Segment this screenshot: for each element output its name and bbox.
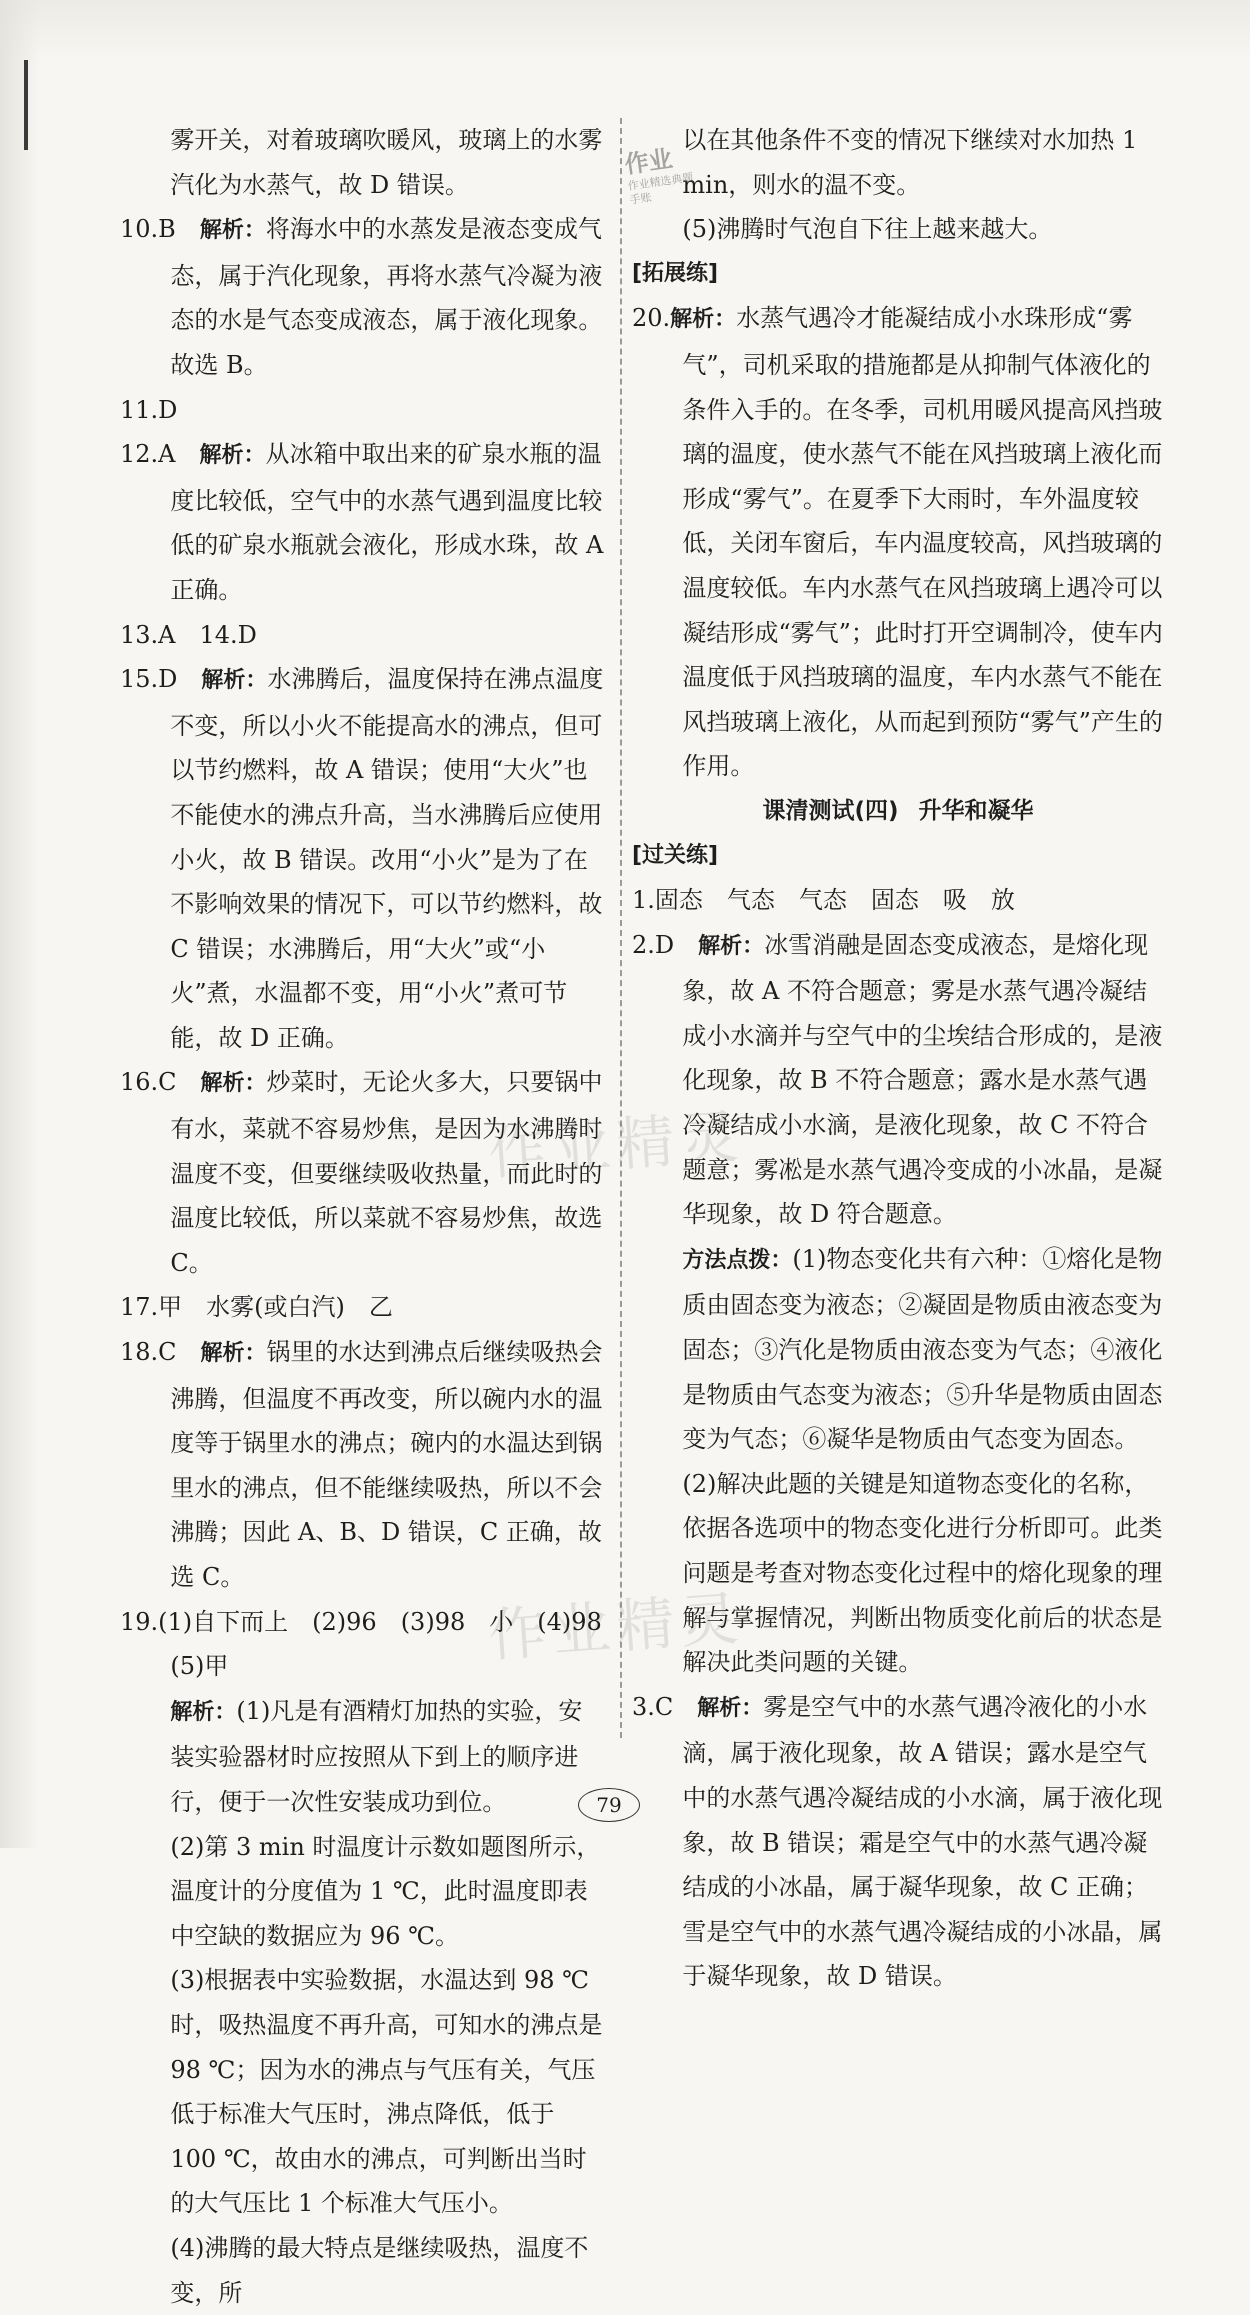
section-extension: [拓展练] xyxy=(632,260,719,286)
lesson-title: 课清测试(四) 升华和凝华 xyxy=(762,797,1034,824)
page-gutter-shade xyxy=(0,0,40,1848)
right-column xyxy=(632,118,1164,1999)
answer-18: 18.C 解析：锅里的水达到沸点后继续吸热会沸腾，但温度不再改变，所以碗内水的温度等于锅里水的沸点；碗内的水温达到锅里水的沸点，但不能继续吸热，所以不会沸腾；因此 A、B、D 错误，C 正确，故选 C。 xyxy=(120,1338,603,1591)
section-pass: [过关练] xyxy=(632,842,719,868)
answer-19-analysis-1: 解析：(1)凡是有酒精灯加热的实验，安装实验器材时应按照从下到上的顺序进行，便于一次性安装成功到位。 xyxy=(170,1696,583,1816)
page-top-shade xyxy=(0,0,1250,60)
binding-mark xyxy=(24,60,28,150)
answer-continuation: 雾开关，对着玻璃吹暖风，玻璃上的水雾汽化为水蒸气，故 D 错误。 xyxy=(170,126,603,199)
answer-19-part5: (5)甲 xyxy=(170,1652,229,1681)
answer-19-part5-analysis: (5)沸腾时气泡自下往上越来越大。 xyxy=(682,215,1053,244)
answer-20: 20.解析：水蒸气遇冷才能凝结成小水珠形成“雾气”，司机采取的措施都是从抑制气体液化的条件入手的。在冬季，司机用暖风提高风挡玻璃的温度，使水蒸气不能在风挡玻璃上液化而形成“雾气”。在夏季下大雨时，车外温度较低，关闭车窗后，车内温度较高，风挡玻璃的温度较低。车内水蒸气在风挡玻璃上遇冷可以凝结形成“雾气”；此时打开空调制冷，使车内温度低于风挡玻璃的温度，车内水蒸气不能在风挡玻璃上液化，从而起到预防“雾气”产生的作用。 xyxy=(632,304,1163,781)
answer-12: 12.A 解析：从冰箱中取出来的矿泉水瓶的温度比较低，空气中的水蒸气遇到温度比较低的矿泉水瓶就会液化，形成水珠，故 A 正确。 xyxy=(120,440,604,604)
answer-1: 1.固态 气态 气态 固态 吸 放 xyxy=(632,886,1015,915)
answer-19: 19.(1)自下而上 (2)96 (3)98 小 (4)98 xyxy=(120,1607,602,1636)
answer-19-continuation: 以在其他条件不变的情况下继续对水加热 1 min，则水的温不变。 xyxy=(682,126,1138,199)
watermark: 作业精灵 xyxy=(486,1584,747,1670)
answer-19-analysis-4: (4)沸腾的最大特点是继续吸热，温度不变，所 xyxy=(170,2233,589,2307)
answer-16: 16.C 解析：炒菜时，无论火多大，只要锅中有水，菜就不容易炒焦，是因为水沸腾时温度不变，但要继续吸收热量，而此时的温度比较低，所以菜就不容易炒焦，故选 C。 xyxy=(120,1068,603,1277)
answer-13-14: 13.A 14.D xyxy=(120,620,257,649)
answer-19-analysis-3: (3)根据表中实验数据，水温达到 98 ℃时，吸热温度不再升高，可知水的沸点是 98 ℃；因为水的沸点与气压有关，气压低于标准大气压时，沸点降低，低于 100 ℃，故由水的沸点，可判断出当时的大气压比 1 个标准大气压小。 xyxy=(170,1966,603,2218)
page-number: 79 xyxy=(578,1788,640,1822)
answer-17: 17.甲 水雾(或白汽) 乙 xyxy=(120,1293,393,1322)
watermark: 作业精灵 xyxy=(486,1102,747,1188)
method-tip: 方法点拨：(1)物态变化共有六种：①熔化是物质由固态变为液态；②凝固是物质由液态变为固态；③汽化是物质由液态变为气态；④液化是物质由气态变为液态；⑤升华是物质由固态变为气态；⑥凝华是物质由气态变为固态。(2)解决此题的关键是知道物态变化的名称，依据各选项中的物态变化进行分析即可。此类问题是考查对物态变化过程中的熔化现象的理解与掌握情况，判断出物质变化前后的状态是解决此类问题的关键。 xyxy=(682,1244,1163,1677)
answer-10: 10.B 解析：将海水中的水蒸发是液态变成气态，属于汽化现象，再将水蒸气冷凝为液态的水是气态变成液态，属于液化现象。故选 B。 xyxy=(120,215,603,379)
left-column xyxy=(120,118,606,2315)
answer-15: 15.D 解析：水沸腾后，温度保持在沸点温度不变，所以小火不能提高水的沸点，但可以节约燃料，故 A 错误；使用“大火”也不能使水的沸点升高，当水沸腾后应使用小火，故 B 错误。改用“小火”是为了在不影响效果的情况下，可以节约燃料，故 C 错误；水沸腾后，用“大火”或“小火”煮，水温都不变，用“小火”煮可节能，故 D 正确。 xyxy=(120,665,604,1052)
answer-11: 11.D xyxy=(120,395,178,424)
answer-19-analysis-2: (2)第 3 min 时温度计示数如题图所示，温度计的分度值为 1 ℃，此时温度即表中空缺的数据应为 96 ℃。 xyxy=(170,1832,601,1950)
answer-2: 2.D 解析：冰雪消融是固态变成液态，是熔化现象，故 A 不符合题意；雾是水蒸气遇冷凝结成小水滴并与空气中的尘埃结合形成的，是液化现象，故 B 不符合题意；露水是水蒸气遇冷凝结成小水滴，是液化现象，故 C 不符合题意；雾凇是水蒸气遇冷变成的小冰晶，是凝华现象，故 D 符合题意。 xyxy=(632,930,1163,1229)
answer-3: 3.C 解析：雾是空气中的水蒸气遇冷液化的小水滴，属于液化现象，故 A 错误；露水是空气中的水蒸气遇冷凝结成的小水滴，属于液化现象，故 B 错误；霜是空气中的水蒸气遇冷凝结成的小冰晶，属于凝华现象，故 C 正确；雪是空气中的水蒸气遇冷凝结成的小冰晶，属于凝华现象，故 D 错误。 xyxy=(632,1692,1163,1991)
column-divider xyxy=(620,118,622,1738)
homework-stamp: 作业 作业精选典题手账 xyxy=(622,144,695,207)
